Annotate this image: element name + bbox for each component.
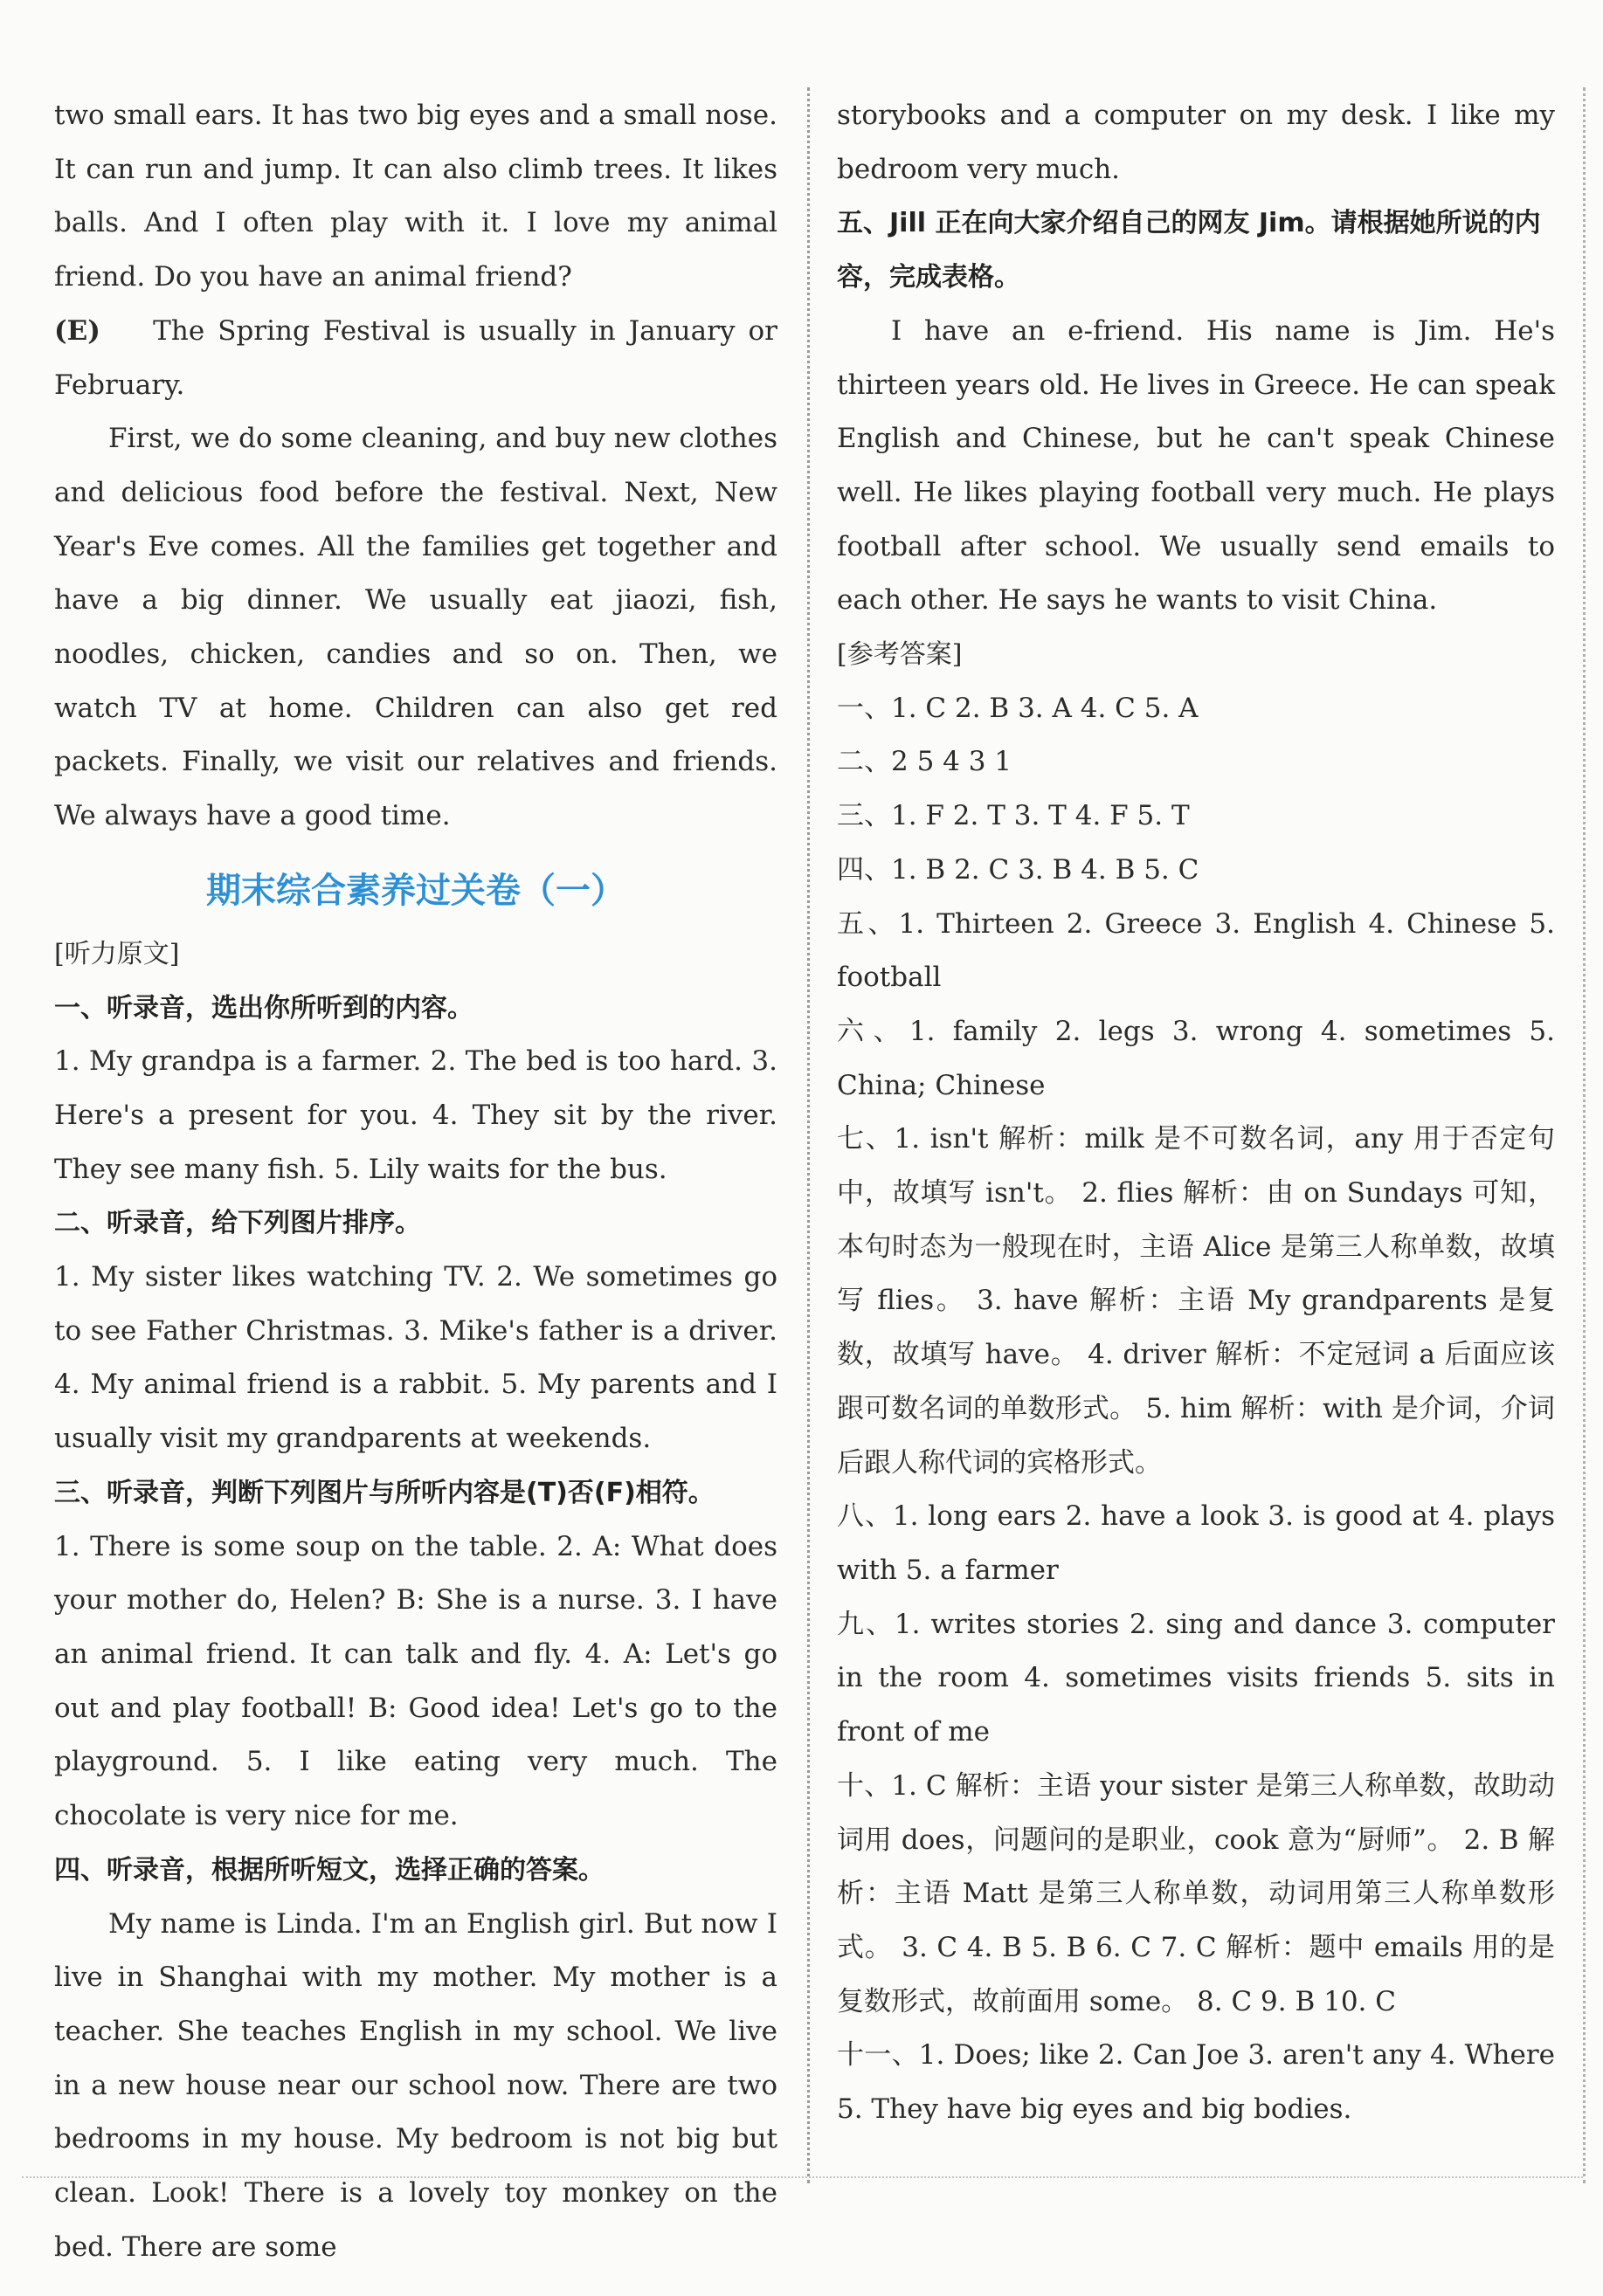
animal-friend-text: two small ears. It has two big eyes and a small nose. It can run and jump. It can also climb trees. It likes balls. And I often play with it. I love my animal friend. Do you have an animal friend? (54, 100, 777, 293)
section-5-heading: 五、Jill 正在向大家介绍自己的网友 Jim。请根据她所说的内容，完成表格。 (837, 208, 1541, 293)
answer-2: 二、2 5 4 3 1 (837, 746, 1012, 778)
right-margin-rule (1583, 87, 1586, 2183)
column-divider (807, 87, 810, 2183)
answer-6: 六、1. family 2. legs 3. wrong 4. sometimes 5. China; Chinese (837, 1015, 1555, 1101)
passage-e-label: (E) (54, 314, 100, 347)
festival-paragraph: First, we do some cleaning, and buy new clothes and delicious food before the festival. Next, New Year's Eve comes. All the families get together and have a big dinner. We usually eat jiaozi, fish, noodles, chicken, candies and so on. Then, we watch TV at home. Children can also get red packets. Finally, we visit our relatives and friends. We always have a good time. (54, 423, 777, 832)
section-2-script: 1. My sister likes watching TV. 2. We sometimes go to see Father Christmas. 3. Mike's father is a driver. 4. My animal friend is a rabbit. 5. My parents and I usually visit my grandparents at weekends. (54, 1261, 777, 1455)
answer-8: 八、1. long ears 2. have a look 3. is good at 4. plays with 5. a farmer (837, 1500, 1555, 1586)
section-5-script: I have an e-friend. His name is Jim. He's thirteen years old. He lives in Greece. He can speak English and Chinese, but he can't speak Chinese well. He likes playing football very much. He plays football after school. We usually send emails to each other. He says he wants to visit China. (837, 314, 1555, 617)
answer-7: 七、1. isn't 解析：milk 是不可数名词，any 用于否定句中，故填写 isn't。 2. flies 解析：由 on Sundays 可知，本句时态为一般现在时，主语 Alice 是第三人称单数，故填写 flies。 3. have 解析：主语 My grandparents 是复数，故填写 have。 4. driver 解析：不定冠词 a 后面应该跟可数名词的单数形式。 5. him 解析：with 是介词，介词后跟人称代词的宾格形式。 (837, 1123, 1555, 1479)
answer-key-label: [参考答案] (837, 639, 963, 671)
section-1-script: 1. My grandpa is a farmer. 2. The bed is too hard. 3. Here's a present for you. 4. They sit by the river. They see many fish. 5. Lily waits for the bus. (54, 1045, 777, 1185)
section-4-script: My name is Linda. I'm an English girl. But now I live in Shanghai with my mother. My mother is a teacher. She teaches English in my school. We live in a new house near our school now. There are two bedrooms in my house. My bedroom is not big but clean. Look! There is a lovely toy monkey on the bed. There are some (54, 1907, 777, 2263)
answer-4: 四、1. B 2. C 3. B 4. B 5. C (837, 853, 1199, 886)
answer-10: 十、1. C 解析：主语 your sister 是第三人称单数，故助动词用 does，问题问的是职业，cook 意为“厨师”。 2. B 解析：主语 Matt 是第三人称单数，动词用第三人称单数形式。 3. C 4. B 5. B 6. C 7. C 解析：题中 emails 用的是复数形式，故前面用 some。 8. C 9. B 10. C (837, 1769, 1555, 2017)
answer-1: 一、1. C 2. B 3. A 4. C 5. A (837, 692, 1199, 724)
answer-11: 十一、1. Does; like 2. Can Joe 3. aren't any 4. Where 5. They have big eyes and big bodies. (837, 2039, 1555, 2126)
answer-9: 九、1. writes stories 2. sing and dance 3. computer in the room 4. sometimes visits friends 5. sits in front of me (837, 1608, 1555, 1748)
left-column (54, 89, 777, 2274)
section-3-script: 1. There is some soup on the table. 2. A: What does your mother do, Helen? B: She is a nurse. 3. I have an animal friend. It can talk and fly. 4. A: Let's go out and play football! B: Good idea! Let's go to the playground. 5. I like eating very much. The chocolate is very nice for me. (54, 1530, 777, 1832)
exam-title: 期末综合素养过关卷（一） (206, 870, 625, 911)
listening-script-label: [听力原文] (54, 938, 180, 969)
continued-text: storybooks and a computer on my desk. I like my bedroom very much. (837, 100, 1555, 185)
section-4-heading: 四、听录音，根据所听短文，选择正确的答案。 (54, 1854, 605, 1886)
section-1-heading: 一、听录音，选出你所听到的内容。 (54, 992, 473, 1024)
answer-3: 三、1. F 2. T 3. T 4. F 5. T (837, 800, 1190, 832)
passage-e-text: The Spring Festival is usually in January or February. (54, 314, 777, 401)
section-2-heading: 二、听录音，给下列图片排序。 (54, 1208, 421, 1239)
answer-5: 五、1. Thirteen 2. Greece 3. English 4. Chinese 5. football (837, 907, 1555, 994)
section-3-heading: 三、听录音，判断下列图片与所听内容是(T)否(F)相符。 (54, 1477, 715, 1508)
passage-e (54, 305, 777, 412)
right-column (837, 89, 1555, 2137)
